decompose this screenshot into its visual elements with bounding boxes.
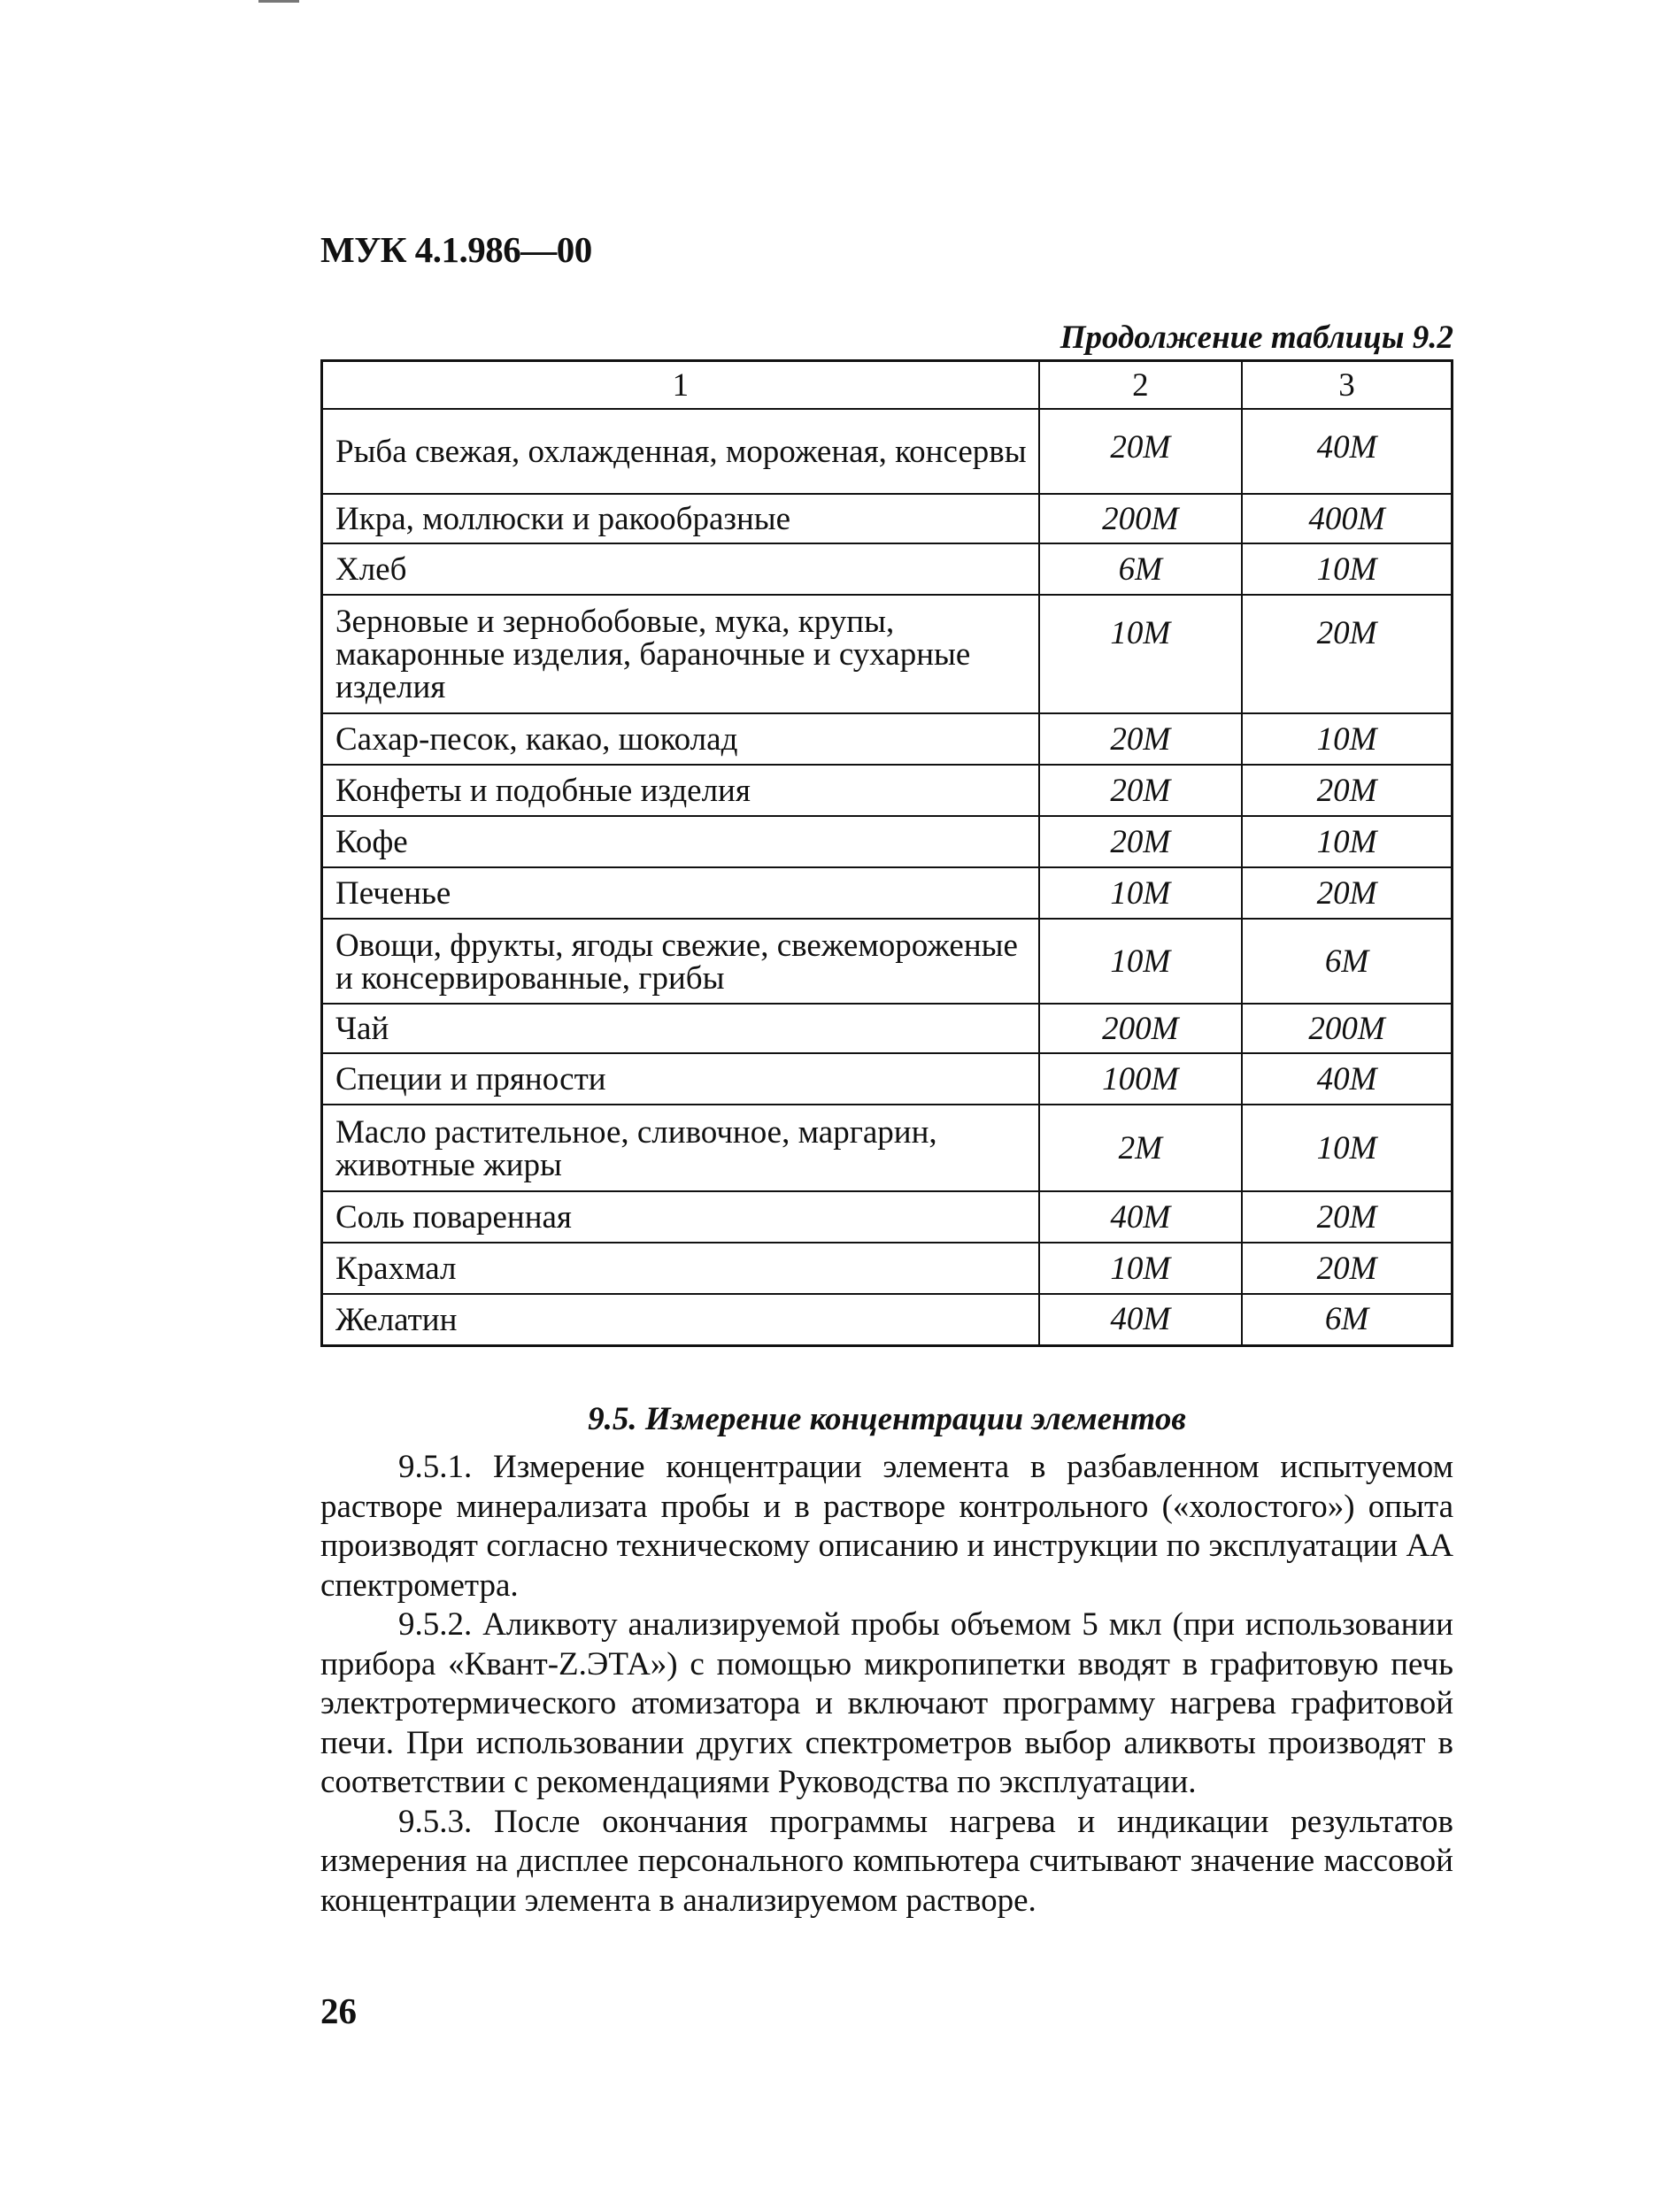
- column-3-value: 200М: [1242, 1004, 1452, 1053]
- column-2-value: 6М: [1039, 543, 1242, 595]
- table-row: [322, 409, 1453, 494]
- section-title: 9.5. Измерение концентрации элементов: [588, 1401, 1186, 1437]
- product-name-cell: Рыба свежая, охлажденная, мороженая, консервы: [322, 409, 1039, 494]
- product-name-cell: Конфеты и подобные изделия: [322, 765, 1039, 816]
- column-2-value: 10М: [1039, 919, 1242, 1004]
- table-row: [322, 919, 1453, 1004]
- column-3-value: 20М: [1242, 595, 1452, 713]
- table-header-cell: 3: [1242, 361, 1452, 410]
- table-row: [322, 816, 1453, 867]
- product-name-cell: Зерновые и зернобобовые, мука, крупы, макаронные изделия, бараночные и сухарные изделия: [322, 595, 1039, 713]
- column-2-value: 10М: [1039, 1243, 1242, 1294]
- table-caption: Продолжение таблицы 9.2: [1060, 320, 1453, 356]
- column-2-value: 200М: [1039, 1004, 1242, 1053]
- column-3-value: 6М: [1242, 1294, 1452, 1345]
- table-row: [322, 867, 1453, 919]
- table-row: [322, 1053, 1453, 1105]
- column-3-value: 6М: [1242, 919, 1452, 1004]
- section-body: [320, 1448, 1453, 1921]
- product-name-cell: Чай: [322, 1004, 1039, 1053]
- column-2-value: 40М: [1039, 1294, 1242, 1345]
- paragraph: 9.5.2. Аликвоту анализируемой пробы объемом 5 мкл (при использовании прибора «Квант-Z.ЭТА») с помощью микропипетки вводят в графитовую печь электротермического атомизатора и включают программу нагрева графитовой печи. При использовании других спектрометров выбор аликвоты производят в соответствии с рекомендациями Руководства по эксплуатации.: [320, 1606, 1453, 1800]
- paragraph: 9.5.1. Измерение концентрации элемента в разбавленном испытуемом растворе минерализата пробы и в растворе контрольного («холостого») опыта производят согласно техническому описанию и инструкции по эксплуатации АА спектрометра.: [320, 1449, 1453, 1604]
- column-3-value: 10М: [1242, 816, 1452, 867]
- product-name-cell: Масло растительное, сливочное, маргарин, животные жиры: [322, 1105, 1039, 1191]
- table-row: [322, 1004, 1453, 1053]
- column-2-value: 20М: [1039, 765, 1242, 816]
- column-3-value: 10М: [1242, 543, 1452, 595]
- product-name-cell: Икра, моллюски и ракообразные: [322, 494, 1039, 543]
- product-name-cell: Крахмал: [322, 1243, 1039, 1294]
- column-3-value: 20М: [1242, 1243, 1452, 1294]
- table-row: [322, 713, 1453, 765]
- table-row: [322, 543, 1453, 595]
- product-name-cell: Овощи, фрукты, ягоды свежие, свежемороженые и консервированные, грибы: [322, 919, 1039, 1004]
- table-row: [322, 1191, 1453, 1243]
- column-2-value: 40М: [1039, 1191, 1242, 1243]
- column-2-value: 200М: [1039, 494, 1242, 543]
- column-2-value: 10М: [1039, 595, 1242, 713]
- column-3-value: 20М: [1242, 1191, 1452, 1243]
- product-name-cell: Хлеб: [322, 543, 1039, 595]
- column-2-value: 20М: [1039, 713, 1242, 765]
- paragraph: 9.5.3. После окончания программы нагрева и индикации результатов измерения на дисплее персонального компьютера считывают значение массовой концентрации элемента в анализируемом растворе.: [320, 1803, 1453, 1919]
- column-3-value: 20М: [1242, 867, 1452, 919]
- product-name-cell: Желатин: [322, 1294, 1039, 1345]
- table-row: [322, 595, 1453, 713]
- document-header: МУК 4.1.986—00: [320, 229, 592, 270]
- column-3-value: 400М: [1242, 494, 1452, 543]
- table-header-cell: 2: [1039, 361, 1242, 410]
- column-3-value: 10М: [1242, 713, 1452, 765]
- table-row: [322, 765, 1453, 816]
- product-name-cell: Соль поваренная: [322, 1191, 1039, 1243]
- table-row: [322, 494, 1453, 543]
- column-2-value: 100М: [1039, 1053, 1242, 1105]
- product-name-cell: Печенье: [322, 867, 1039, 919]
- table-row: [322, 1105, 1453, 1191]
- table-row: [322, 1294, 1453, 1345]
- table-header-cell: 1: [322, 361, 1039, 410]
- column-3-value: 10М: [1242, 1105, 1452, 1191]
- column-3-value: 40М: [1242, 1053, 1452, 1105]
- table-header-row: [322, 361, 1453, 410]
- page-number: 26: [320, 1990, 357, 2031]
- product-name-cell: Кофе: [322, 816, 1039, 867]
- table-row: [322, 1243, 1453, 1294]
- data-table: [320, 359, 1453, 1347]
- product-name-cell: Специи и пряности: [322, 1053, 1039, 1105]
- column-2-value: 20М: [1039, 409, 1242, 494]
- column-2-value: 10М: [1039, 867, 1242, 919]
- column-3-value: 20М: [1242, 765, 1452, 816]
- product-name-cell: Сахар-песок, какао, шоколад: [322, 713, 1039, 765]
- column-3-value: 40М: [1242, 409, 1452, 494]
- column-2-value: 2М: [1039, 1105, 1242, 1191]
- scan-artifact-mark: [258, 0, 299, 3]
- column-2-value: 20М: [1039, 816, 1242, 867]
